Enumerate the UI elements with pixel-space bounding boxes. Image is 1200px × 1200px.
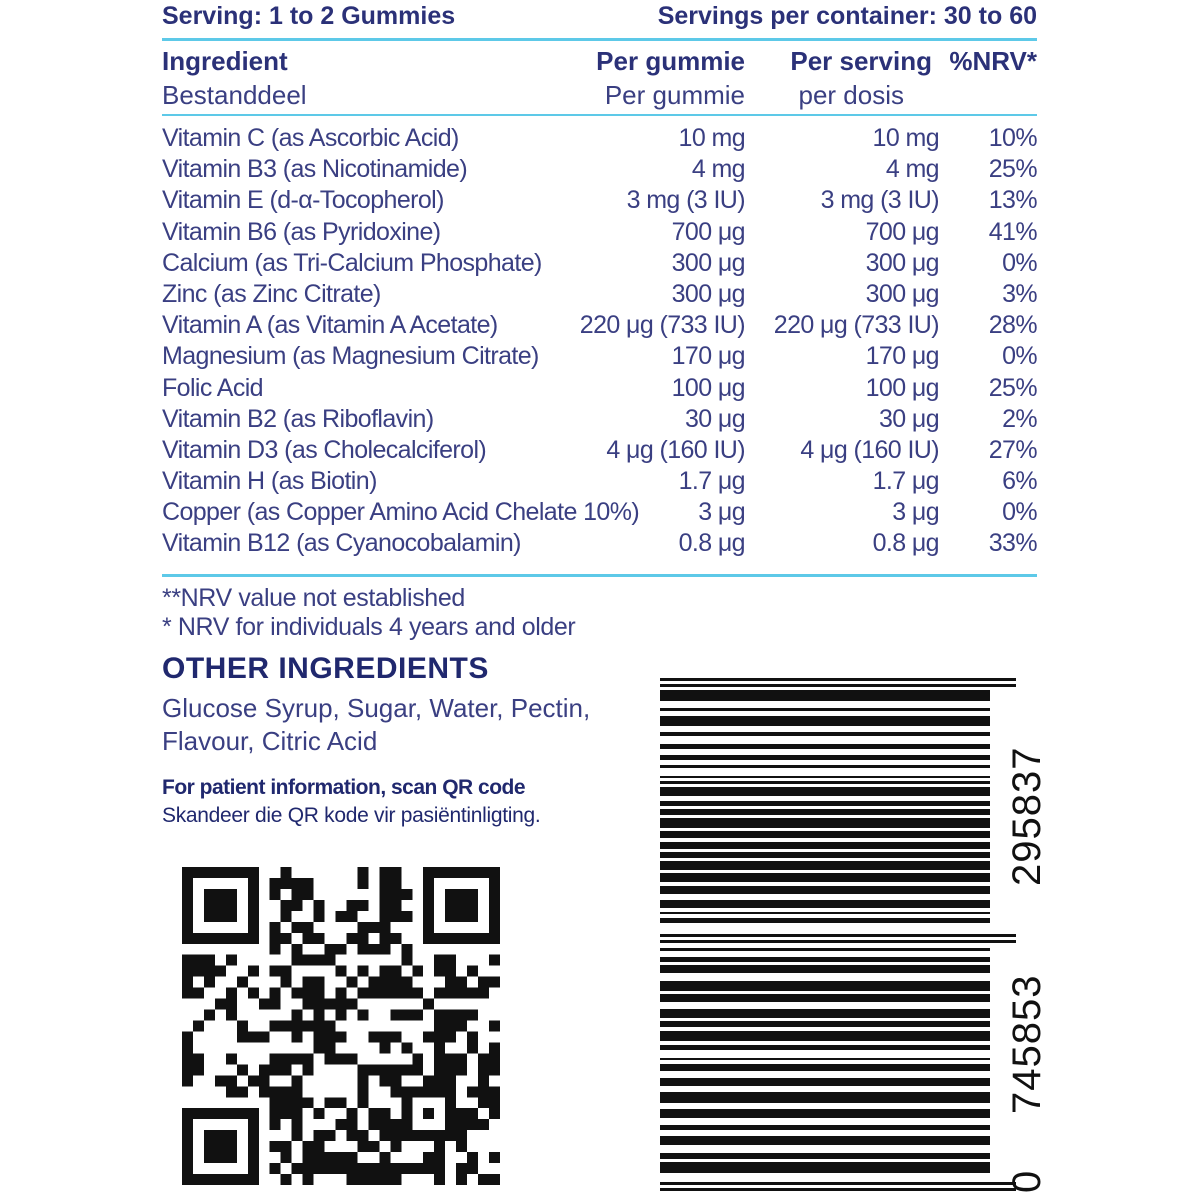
per-serving-value: 300 μg (865, 248, 939, 277)
per-gummie-value: 0.8 μg (678, 529, 745, 558)
table-row (162, 467, 1037, 498)
per-serving-value: 4 μg (160 IU) (800, 435, 939, 464)
nrv-value: 10% (988, 124, 1037, 152)
per-serving-value: 100 μg (865, 373, 939, 402)
per-gummie-value: 220 μg (733 IU) (579, 311, 745, 340)
other-ingredients-text: Glucose Syrup, Sugar, Water, Pectin, Flavour, Citric Acid (162, 693, 591, 756)
col-per-serving-subheader: per dosis (798, 80, 904, 110)
ingredient-name: Vitamin B3 (as Nicotinamide) (162, 155, 468, 184)
per-gummie-value: 10 mg (678, 124, 745, 152)
col-ingredient-subheader: Bestanddeel (162, 80, 307, 110)
bottom-divider (162, 574, 1037, 577)
ingredient-table (162, 124, 1037, 561)
per-gummie-value: 30 μg (684, 404, 745, 433)
ingredient-name: Magnesium (as Magnesium Citrate) (162, 342, 539, 371)
barcode-icon (660, 676, 1020, 1196)
per-gummie-value: 4 μg (160 IU) (606, 435, 745, 464)
per-serving-value: 4 mg (885, 155, 939, 184)
nrv-value: 3% (1002, 279, 1037, 308)
table-row (162, 280, 1037, 311)
per-serving-value: 700 μg (865, 217, 939, 246)
col-per-gummie-subheader: Per gummie (604, 80, 745, 110)
table-row (162, 342, 1037, 373)
per-gummie-value: 3 mg (3 IU) (626, 186, 745, 215)
per-serving-value: 1.7 μg (872, 467, 939, 496)
per-serving-value: 220 μg (733 IU) (773, 311, 939, 340)
ingredient-name: Vitamin C (as Ascorbic Acid) (162, 124, 459, 152)
nrv-value: 25% (988, 373, 1037, 402)
ingredient-name: Folic Acid (162, 373, 263, 402)
patient-info-line-en: For patient information, scan QR code (162, 776, 526, 799)
per-serving-value: 170 μg (865, 342, 939, 371)
nrv-value: 2% (1002, 404, 1037, 433)
ingredient-name: Vitamin H (as Biotin) (162, 467, 377, 496)
ingredient-name: Vitamin E (d-α-Tocopherol) (162, 186, 444, 215)
barcode-digits (1002, 676, 1052, 1196)
top-divider (162, 38, 1037, 41)
table-row (162, 529, 1037, 560)
per-serving-value: 3 mg (3 IU) (820, 186, 939, 215)
per-gummie-value: 700 μg (671, 217, 745, 246)
patient-info-line-af: Skandeer die QR kode vir pasiëntinligting. (162, 804, 541, 827)
ingredient-name: Zinc (as Zinc Citrate) (162, 279, 381, 308)
table-row (162, 311, 1037, 342)
serving-size: Serving: 1 to 2 Gummies (162, 2, 456, 30)
per-gummie-value: 4 mg (691, 155, 745, 184)
table-row (162, 498, 1037, 529)
table-row (162, 218, 1037, 249)
nrv-value: 6% (1002, 467, 1037, 496)
barcode-digit-group-2: 295837 (1005, 746, 1049, 886)
nrv-value: 0% (1002, 498, 1037, 527)
col-per-serving-header: Per serving (790, 46, 932, 76)
table-row (162, 405, 1037, 436)
table-row (162, 155, 1037, 186)
ingredient-name: Vitamin D3 (as Cholecalciferol) (162, 435, 487, 464)
nrv-value: 41% (988, 217, 1037, 246)
table-row (162, 436, 1037, 467)
nrv-value: 0% (1002, 248, 1037, 277)
nrv-value: 13% (988, 186, 1037, 215)
other-ingredients-title: OTHER INGREDIENTS (162, 652, 489, 685)
ingredient-name: Vitamin B6 (as Pyridoxine) (162, 217, 441, 246)
nrv-not-established-note: **NRV value not established (162, 584, 465, 612)
per-serving-value: 300 μg (865, 279, 939, 308)
per-gummie-value: 170 μg (671, 342, 745, 371)
nrv-individuals-note: * NRV for individuals 4 years and older (162, 613, 576, 641)
barcode-digit-first: 0 (1005, 1170, 1049, 1193)
nrv-value: 27% (988, 435, 1037, 464)
per-gummie-value: 100 μg (671, 373, 745, 402)
header-divider (162, 114, 1037, 116)
ingredient-name: Vitamin B12 (as Cyanocobalamin) (162, 529, 521, 558)
nrv-value: 25% (988, 155, 1037, 184)
nrv-value: 0% (1002, 342, 1037, 371)
ingredient-name: Calcium (as Tri-Calcium Phosphate) (162, 248, 542, 277)
servings-per-container: Servings per container: 30 to 60 (657, 2, 1037, 30)
ingredient-name: Copper (as Copper Amino Acid Chelate 10%) (162, 498, 640, 527)
table-row (162, 374, 1037, 405)
barcode-digit-group-1: 745853 (1005, 974, 1049, 1114)
col-nrv-header: %NRV* (949, 46, 1037, 76)
ingredient-name: Vitamin B2 (as Riboflavin) (162, 404, 434, 433)
table-row (162, 124, 1037, 155)
table-row (162, 186, 1037, 217)
per-serving-value: 3 μg (892, 498, 939, 527)
per-serving-value: 0.8 μg (872, 529, 939, 558)
col-ingredient-header: Ingredient (162, 46, 288, 76)
per-gummie-value: 3 μg (698, 498, 745, 527)
col-per-gummie-header: Per gummie (596, 46, 745, 76)
serving-info-row (162, 2, 1037, 36)
per-gummie-value: 300 μg (671, 279, 745, 308)
per-serving-value: 30 μg (878, 404, 939, 433)
per-gummie-value: 1.7 μg (678, 467, 745, 496)
nrv-value: 33% (988, 529, 1037, 558)
table-row (162, 249, 1037, 280)
nrv-value: 28% (988, 311, 1037, 340)
ingredient-name: Vitamin A (as Vitamin A Acetate) (162, 311, 498, 340)
per-serving-value: 10 mg (872, 124, 939, 152)
qr-code-icon[interactable] (182, 867, 500, 1185)
per-gummie-value: 300 μg (671, 248, 745, 277)
